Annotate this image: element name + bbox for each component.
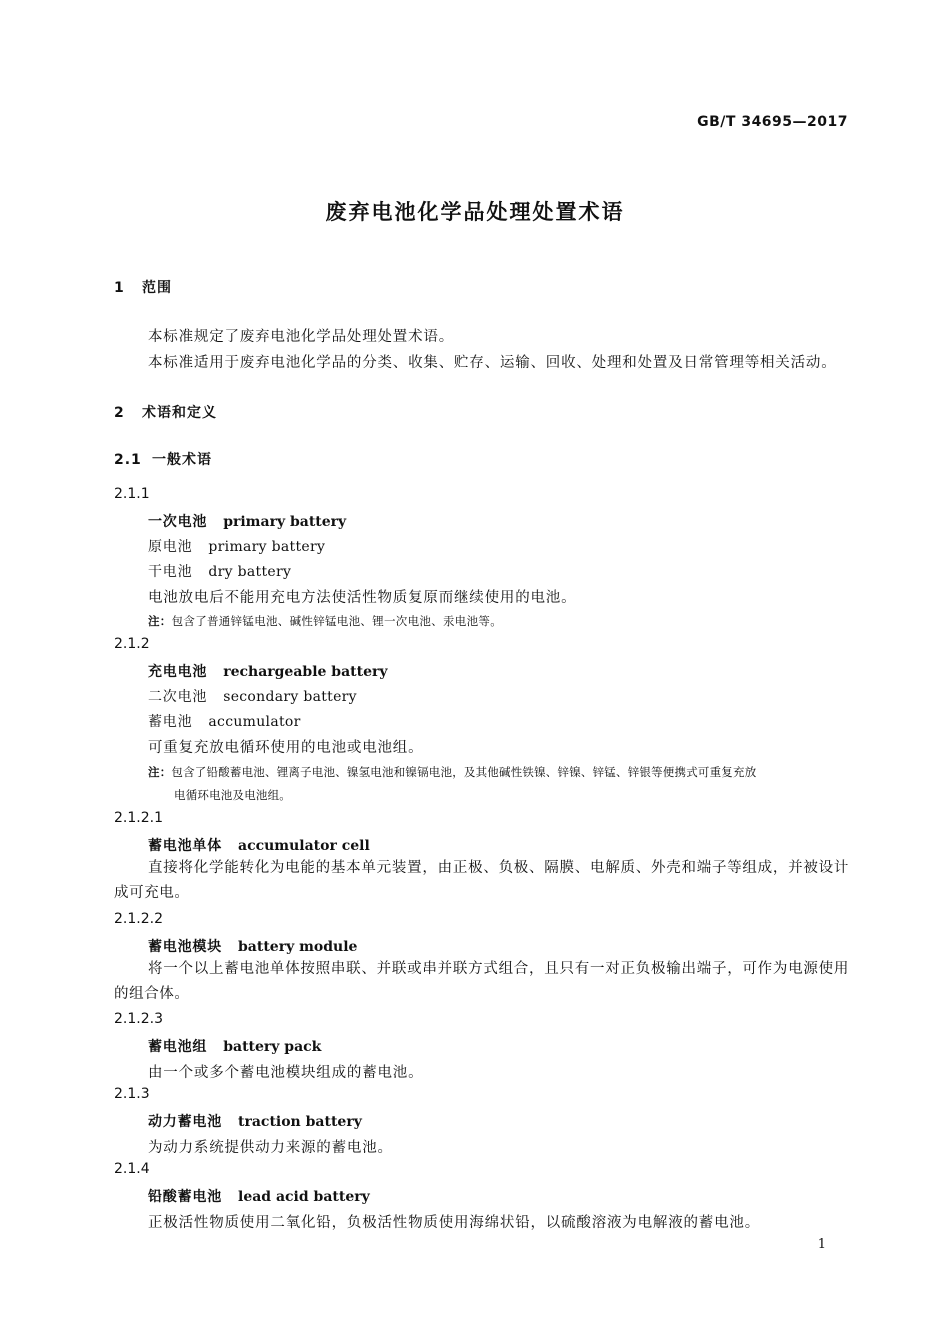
admitted-term bbox=[148, 536, 325, 556]
clause-number: 2.1.2.1 bbox=[114, 810, 163, 826]
term-en: primary battery bbox=[223, 514, 347, 530]
clause-number: 2.1.2 bbox=[114, 636, 150, 652]
definition: 可重复充放电循环使用的电池或电池组。 bbox=[148, 740, 424, 756]
clause-number: 2.1.2.3 bbox=[114, 1011, 163, 1027]
definition: 正极活性物质使用二氧化铅，负极活性物质使用海绵状铅，以硫酸溶液为电解液的蓄电池。 bbox=[148, 1215, 760, 1231]
note-label: 注： bbox=[148, 614, 172, 628]
clause-number: 2.1.3 bbox=[114, 1086, 150, 1102]
term-zh: 一次电池 bbox=[148, 514, 208, 530]
admitted-term bbox=[148, 561, 291, 581]
section-title: 术语和定义 bbox=[142, 405, 217, 421]
scope-paragraph-2: 本标准适用于废弃电池化学品的分类、收集、贮存、运输、回收、处理和处置及日常管理等相关活动。 bbox=[148, 355, 837, 371]
preferred-term bbox=[148, 936, 357, 956]
term-zh: 二次电池 bbox=[148, 689, 208, 705]
page-number: 1 bbox=[817, 1237, 826, 1252]
term-zh: 蓄电池模块 bbox=[148, 939, 222, 955]
document-number: GB/T 34695—2017 bbox=[697, 114, 848, 130]
term-en: accumulator cell bbox=[238, 838, 370, 854]
term-zh: 充电电池 bbox=[148, 664, 208, 680]
note-text-continued: 电循环电池及电池组。 bbox=[174, 788, 291, 802]
section-number: 2.1 bbox=[114, 452, 142, 468]
term-en: accumulator bbox=[208, 714, 301, 730]
clause-number: 2.1.4 bbox=[114, 1161, 150, 1177]
definition: 将一个以上蓄电池单体按照串联、并联或串并联方式组合，且只有一对正负极输出端子，可作为电源使用的组合体。 bbox=[114, 961, 849, 1002]
term-en: dry battery bbox=[208, 564, 292, 580]
term-zh: 铅酸蓄电池 bbox=[148, 1189, 222, 1205]
term-en: traction battery bbox=[238, 1114, 362, 1130]
definition: 电池放电后不能用充电方法使活性物质复原而继续使用的电池。 bbox=[148, 590, 577, 606]
term-zh: 动力蓄电池 bbox=[148, 1114, 222, 1130]
term-en: lead acid battery bbox=[238, 1189, 370, 1205]
section-number: 1 bbox=[114, 280, 125, 296]
definition: 由一个或多个蓄电池模块组成的蓄电池。 bbox=[148, 1065, 424, 1081]
section-title: 一般术语 bbox=[152, 452, 212, 468]
term-zh: 蓄电池组 bbox=[148, 1039, 208, 1055]
note-label: 注： bbox=[148, 765, 172, 779]
term-zh: 蓄电池单体 bbox=[148, 838, 222, 854]
preferred-term bbox=[148, 1036, 321, 1056]
section-1-heading bbox=[114, 277, 172, 297]
admitted-term bbox=[148, 686, 357, 706]
preferred-term bbox=[148, 661, 388, 681]
preferred-term bbox=[148, 835, 370, 855]
note-text: 包含了普通锌锰电池、碱性锌锰电池、锂一次电池、汞电池等。 bbox=[171, 614, 503, 628]
term-en: battery pack bbox=[223, 1039, 322, 1055]
note-text: 包含了铅酸蓄电池、锂离子电池、镍氢电池和镍镉电池，及其他碱性铁镍、锌镍、锌锰、锌银等便携式可重复充放 bbox=[171, 765, 757, 779]
admitted-term bbox=[148, 711, 301, 731]
section-number: 2 bbox=[114, 405, 125, 421]
term-zh: 原电池 bbox=[148, 539, 193, 555]
term-zh: 蓄电池 bbox=[148, 714, 193, 730]
note bbox=[148, 761, 850, 807]
section-title: 范围 bbox=[142, 280, 172, 296]
clause-number: 2.1.1 bbox=[114, 486, 150, 502]
clause-number: 2.1.2.2 bbox=[114, 911, 163, 927]
definition: 为动力系统提供动力来源的蓄电池。 bbox=[148, 1140, 393, 1156]
preferred-term bbox=[148, 511, 346, 531]
document-title: 废弃电池化学品处理处置术语 bbox=[325, 200, 625, 224]
section-2-heading bbox=[114, 402, 217, 422]
definition: 直接将化学能转化为电能的基本单元装置，由正极、负极、隔膜、电解质、外壳和端子等组成，并被设计成可充电。 bbox=[114, 860, 849, 901]
term-en: secondary battery bbox=[223, 689, 357, 705]
term-en: rechargeable battery bbox=[223, 664, 388, 680]
preferred-term bbox=[148, 1111, 362, 1131]
section-2-1-heading bbox=[114, 449, 212, 469]
term-en: primary battery bbox=[208, 539, 326, 555]
term-zh: 干电池 bbox=[148, 564, 193, 580]
note bbox=[148, 613, 502, 629]
scope-paragraph-1: 本标准规定了废弃电池化学品处理处置术语。 bbox=[148, 329, 454, 345]
term-en: battery module bbox=[238, 939, 358, 955]
preferred-term bbox=[148, 1186, 370, 1206]
